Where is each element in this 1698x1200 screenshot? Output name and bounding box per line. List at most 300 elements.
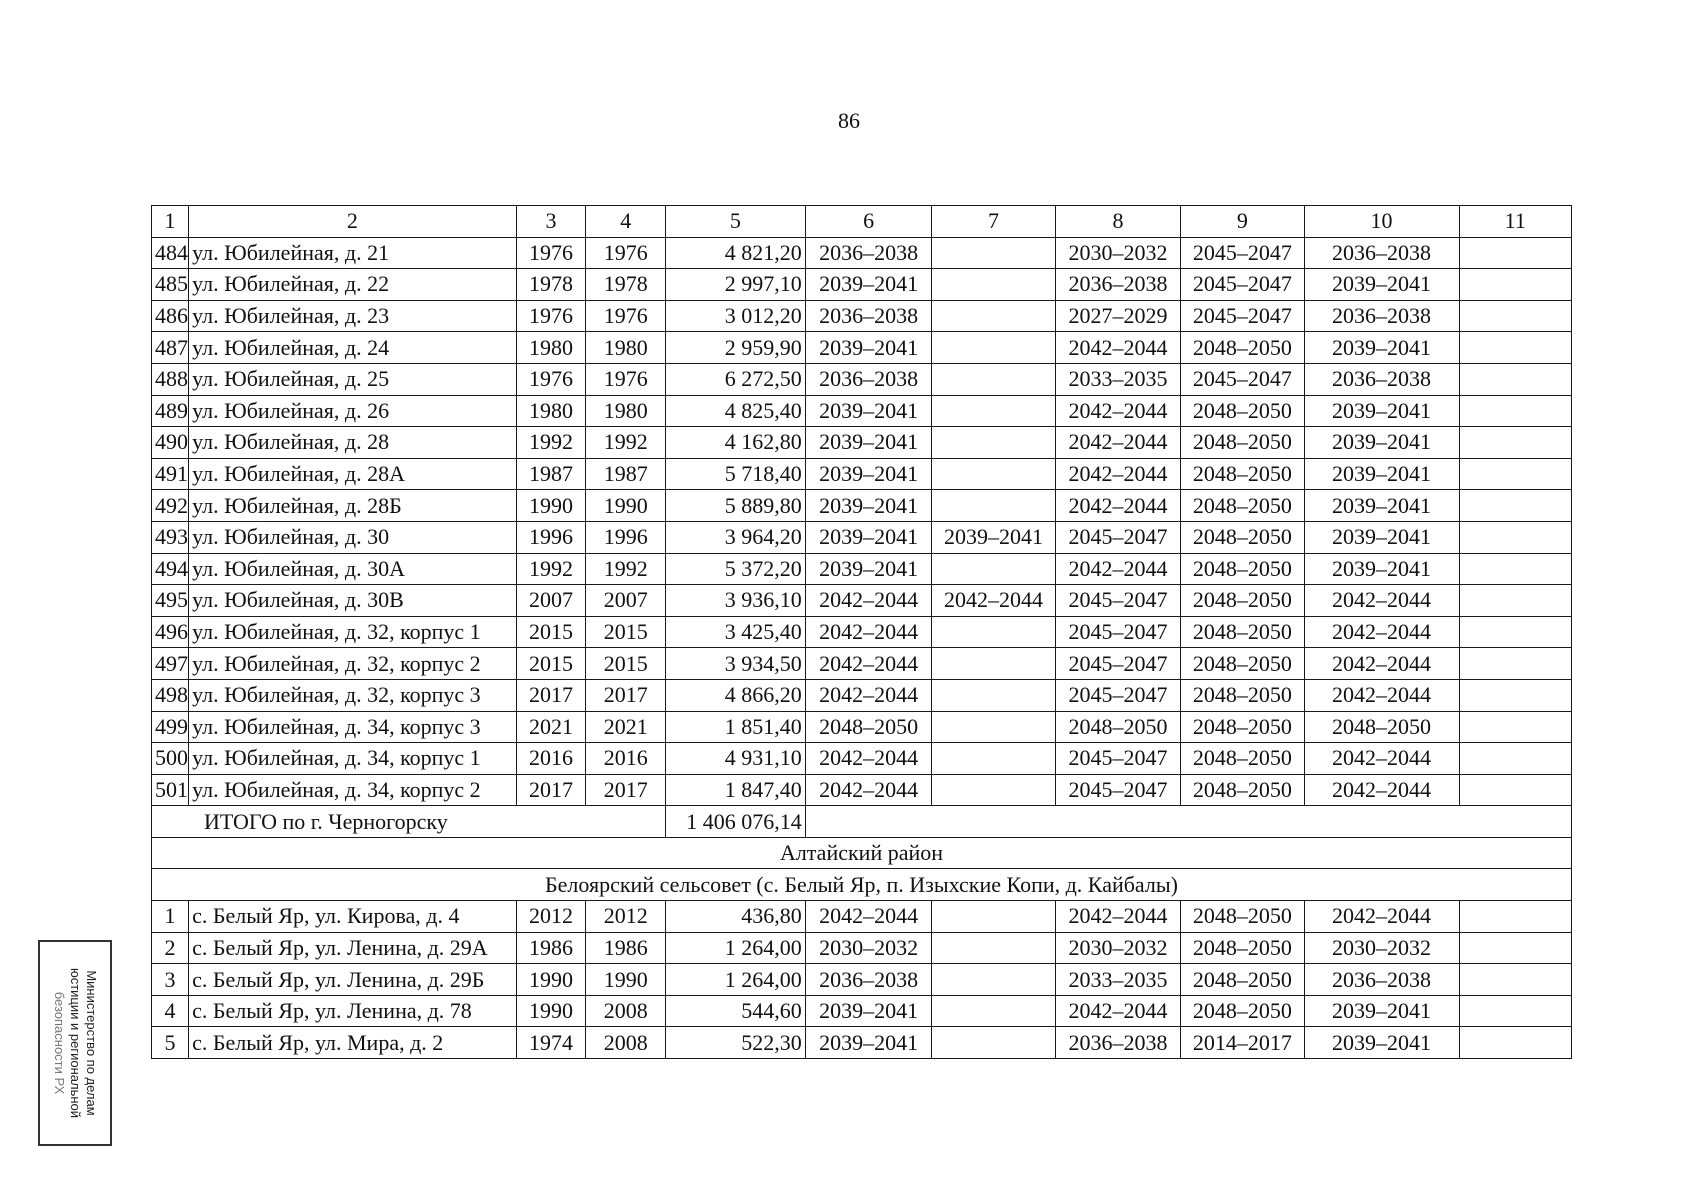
table-cell: 522,30 bbox=[666, 1027, 806, 1059]
table-cell: 2048–2050 bbox=[1181, 395, 1304, 427]
table-cell: 492 bbox=[152, 490, 189, 522]
table-cell bbox=[1459, 458, 1571, 490]
table-cell bbox=[932, 679, 1055, 711]
table-cell: 544,60 bbox=[666, 995, 806, 1027]
table-cell: 2042–2044 bbox=[805, 616, 932, 648]
table-cell: 2039–2041 bbox=[805, 332, 932, 364]
table-cell bbox=[1459, 995, 1571, 1027]
table-cell: 2042–2044 bbox=[1304, 648, 1459, 680]
table-row bbox=[152, 932, 1572, 964]
table-cell: 2017 bbox=[586, 679, 666, 711]
table-cell: 3 934,50 bbox=[666, 648, 806, 680]
table-cell: 1976 bbox=[516, 363, 586, 395]
table-cell: 486 bbox=[152, 300, 189, 332]
table-cell: 2036–2038 bbox=[805, 363, 932, 395]
table-cell: 2048–2050 bbox=[1181, 932, 1304, 964]
table-cell: 1978 bbox=[586, 269, 666, 301]
table-cell: ул. Юбилейная, д. 26 bbox=[189, 395, 516, 427]
table-row bbox=[152, 995, 1572, 1027]
table-cell bbox=[1459, 679, 1571, 711]
table-cell bbox=[1459, 743, 1571, 775]
table-cell: 2042–2044 bbox=[1055, 901, 1181, 933]
table-cell: 2042–2044 bbox=[805, 648, 932, 680]
table-row bbox=[152, 300, 1572, 332]
column-header: 1 bbox=[152, 206, 189, 238]
table-cell: 2048–2050 bbox=[1181, 964, 1304, 996]
district-heading-row bbox=[152, 837, 1572, 869]
table-cell: 2036–2038 bbox=[1304, 300, 1459, 332]
table-row bbox=[152, 774, 1572, 806]
table-cell: 1980 bbox=[516, 395, 586, 427]
table-cell: 2039–2041 bbox=[805, 995, 932, 1027]
table-cell: 2045–2047 bbox=[1055, 679, 1181, 711]
table-cell: ул. Юбилейная, д. 25 bbox=[189, 363, 516, 395]
column-header: 6 bbox=[805, 206, 932, 238]
table-cell: 2036–2038 bbox=[1304, 964, 1459, 996]
table-cell: 490 bbox=[152, 427, 189, 459]
table-cell bbox=[1459, 616, 1571, 648]
table-cell: 2042–2044 bbox=[1055, 553, 1181, 585]
table-cell bbox=[1459, 585, 1571, 617]
table-row bbox=[152, 363, 1572, 395]
table-cell: 496 bbox=[152, 616, 189, 648]
table-cell: 2048–2050 bbox=[1055, 711, 1181, 743]
table-cell: 2042–2044 bbox=[1055, 332, 1181, 364]
table-cell: 2030–2032 bbox=[1304, 932, 1459, 964]
table-cell: 2012 bbox=[586, 901, 666, 933]
table-cell bbox=[932, 1027, 1055, 1059]
table-cell: ул. Юбилейная, д. 21 bbox=[189, 237, 516, 269]
table-cell: 1996 bbox=[516, 521, 586, 553]
table-cell bbox=[932, 490, 1055, 522]
table-cell: 3 936,10 bbox=[666, 585, 806, 617]
table-row bbox=[152, 648, 1572, 680]
table-row bbox=[152, 332, 1572, 364]
table-cell bbox=[1459, 1027, 1571, 1059]
table-cell: 1986 bbox=[586, 932, 666, 964]
district-heading: Алтайский район bbox=[152, 837, 1572, 869]
table-cell bbox=[932, 363, 1055, 395]
table-cell: 1987 bbox=[516, 458, 586, 490]
stamp-line-1: Министерство по делам bbox=[84, 970, 99, 1116]
table-cell: 2036–2038 bbox=[1304, 363, 1459, 395]
table-cell: 2042–2044 bbox=[805, 743, 932, 775]
table-cell: 1 bbox=[152, 901, 189, 933]
column-header: 10 bbox=[1304, 206, 1459, 238]
table-row bbox=[152, 553, 1572, 585]
table-cell: 2036–2038 bbox=[805, 300, 932, 332]
table-cell: 1996 bbox=[586, 521, 666, 553]
table-cell bbox=[1459, 490, 1571, 522]
table-cell: 2016 bbox=[586, 743, 666, 775]
housing-registry-table bbox=[151, 205, 1572, 1059]
table-cell: 1990 bbox=[516, 490, 586, 522]
table-cell: 3 012,20 bbox=[666, 300, 806, 332]
table-cell bbox=[932, 711, 1055, 743]
table-cell: 2036–2038 bbox=[1304, 237, 1459, 269]
table-cell: 487 bbox=[152, 332, 189, 364]
table-cell: 2045–2047 bbox=[1055, 585, 1181, 617]
table-cell: 4 821,20 bbox=[666, 237, 806, 269]
table-cell: 5 372,20 bbox=[666, 553, 806, 585]
table-cell: ул. Юбилейная, д. 28 bbox=[189, 427, 516, 459]
table-cell: 2042–2044 bbox=[1304, 901, 1459, 933]
table-cell: 488 bbox=[152, 363, 189, 395]
table-cell bbox=[932, 995, 1055, 1027]
table-cell: ул. Юбилейная, д. 28А bbox=[189, 458, 516, 490]
table-cell: 2042–2044 bbox=[1304, 774, 1459, 806]
table-cell: 5 718,40 bbox=[666, 458, 806, 490]
table-cell bbox=[1459, 300, 1571, 332]
table-cell: 2048–2050 bbox=[1181, 743, 1304, 775]
table-cell bbox=[1459, 964, 1571, 996]
table-cell: 2027–2029 bbox=[1055, 300, 1181, 332]
table-cell bbox=[1459, 774, 1571, 806]
table-cell bbox=[1459, 363, 1571, 395]
table-cell: 2048–2050 bbox=[1181, 553, 1304, 585]
table-cell: 2008 bbox=[586, 1027, 666, 1059]
column-header: 8 bbox=[1055, 206, 1181, 238]
table-cell: 2039–2041 bbox=[1304, 269, 1459, 301]
table-cell: 2039–2041 bbox=[1304, 458, 1459, 490]
table-cell bbox=[932, 901, 1055, 933]
council-heading-row bbox=[152, 869, 1572, 901]
table-cell: 1976 bbox=[586, 300, 666, 332]
table-cell: 1978 bbox=[516, 269, 586, 301]
table-cell: 2039–2041 bbox=[805, 553, 932, 585]
table-cell: 491 bbox=[152, 458, 189, 490]
column-header: 9 bbox=[1181, 206, 1304, 238]
table-cell: с. Белый Яр, ул. Ленина, д. 29Б bbox=[189, 964, 516, 996]
table-cell: 2045–2047 bbox=[1055, 648, 1181, 680]
stamp-line-3: безопасности РХ bbox=[52, 991, 67, 1095]
table-cell: с. Белый Яр, ул. Ленина, д. 78 bbox=[189, 995, 516, 1027]
table-cell: 1986 bbox=[516, 932, 586, 964]
table-cell bbox=[932, 427, 1055, 459]
table-row bbox=[152, 711, 1572, 743]
table-cell: 1 264,00 bbox=[666, 964, 806, 996]
table-cell: 2045–2047 bbox=[1055, 616, 1181, 648]
table-cell: 1976 bbox=[586, 237, 666, 269]
table-cell: 2039–2041 bbox=[1304, 521, 1459, 553]
table-cell: 2039–2041 bbox=[1304, 332, 1459, 364]
table-cell: 2042–2044 bbox=[1055, 995, 1181, 1027]
table-cell: 2042–2044 bbox=[805, 585, 932, 617]
table-cell: 2 997,10 bbox=[666, 269, 806, 301]
table-cell: 2039–2041 bbox=[805, 521, 932, 553]
table-row bbox=[152, 490, 1572, 522]
column-header: 5 bbox=[666, 206, 806, 238]
table-cell: 2007 bbox=[586, 585, 666, 617]
table-row bbox=[152, 679, 1572, 711]
table-cell: 2021 bbox=[516, 711, 586, 743]
table-cell: 1990 bbox=[586, 964, 666, 996]
table-cell: 2042–2044 bbox=[805, 901, 932, 933]
table-cell: 2042–2044 bbox=[805, 679, 932, 711]
table-cell: 2048–2050 bbox=[1181, 616, 1304, 648]
table-cell: 3 964,20 bbox=[666, 521, 806, 553]
table-cell bbox=[932, 743, 1055, 775]
table-cell: 495 bbox=[152, 585, 189, 617]
table-cell bbox=[932, 458, 1055, 490]
table-cell: 498 bbox=[152, 679, 189, 711]
table-cell: 2012 bbox=[516, 901, 586, 933]
table-cell: 2042–2044 bbox=[1304, 743, 1459, 775]
table-cell: 1976 bbox=[516, 300, 586, 332]
table-row bbox=[152, 901, 1572, 933]
table-cell: 2036–2038 bbox=[1055, 269, 1181, 301]
table-cell: с. Белый Яр, ул. Мира, д. 2 bbox=[189, 1027, 516, 1059]
table-cell: 2042–2044 bbox=[1055, 395, 1181, 427]
table-cell: 494 bbox=[152, 553, 189, 585]
table-cell: 485 bbox=[152, 269, 189, 301]
table-cell: с. Белый Яр, ул. Ленина, д. 29А bbox=[189, 932, 516, 964]
table-cell: 2048–2050 bbox=[1181, 427, 1304, 459]
table-cell: 2039–2041 bbox=[1304, 995, 1459, 1027]
table-cell bbox=[1459, 932, 1571, 964]
column-header: 11 bbox=[1459, 206, 1571, 238]
table-cell: 2048–2050 bbox=[1181, 585, 1304, 617]
table-cell: 1990 bbox=[516, 995, 586, 1027]
total-empty bbox=[805, 806, 1571, 838]
table-cell: 489 bbox=[152, 395, 189, 427]
table-cell: 2007 bbox=[516, 585, 586, 617]
table-cell: 2016 bbox=[516, 743, 586, 775]
table-cell: 2 959,90 bbox=[666, 332, 806, 364]
table-cell: 2039–2041 bbox=[1304, 1027, 1459, 1059]
table-cell: 1 847,40 bbox=[666, 774, 806, 806]
table-cell bbox=[932, 964, 1055, 996]
table-cell bbox=[1459, 648, 1571, 680]
table-cell: 2014–2017 bbox=[1181, 1027, 1304, 1059]
table-cell: 2036–2038 bbox=[1055, 1027, 1181, 1059]
table-cell: 484 bbox=[152, 237, 189, 269]
table-cell: 2048–2050 bbox=[1181, 679, 1304, 711]
table-cell: 4 825,40 bbox=[666, 395, 806, 427]
table-cell: 500 bbox=[152, 743, 189, 775]
table-cell: ул. Юбилейная, д. 30В bbox=[189, 585, 516, 617]
table-cell: 2039–2041 bbox=[805, 458, 932, 490]
table-cell: 2048–2050 bbox=[1181, 648, 1304, 680]
table-row bbox=[152, 616, 1572, 648]
table-cell bbox=[1459, 711, 1571, 743]
table-row bbox=[152, 395, 1572, 427]
table-cell bbox=[932, 269, 1055, 301]
table-cell: 2045–2047 bbox=[1181, 300, 1304, 332]
table-cell: 2048–2050 bbox=[1181, 490, 1304, 522]
total-value: 1 406 076,14 bbox=[666, 806, 806, 838]
table-cell bbox=[932, 300, 1055, 332]
table-cell bbox=[932, 395, 1055, 427]
table-row bbox=[152, 269, 1572, 301]
table-cell: 2042–2044 bbox=[1304, 585, 1459, 617]
table-cell: 1990 bbox=[586, 490, 666, 522]
table-cell: 2039–2041 bbox=[805, 427, 932, 459]
table-cell: 2030–2032 bbox=[1055, 932, 1181, 964]
table-cell: ул. Юбилейная, д. 34, корпус 1 bbox=[189, 743, 516, 775]
table-cell: 2008 bbox=[586, 995, 666, 1027]
table-cell: 3 bbox=[152, 964, 189, 996]
table-cell: 2015 bbox=[516, 616, 586, 648]
table-cell: 2039–2041 bbox=[805, 395, 932, 427]
table-cell: 2045–2047 bbox=[1055, 743, 1181, 775]
table-cell: 1976 bbox=[516, 237, 586, 269]
table-cell bbox=[1459, 427, 1571, 459]
table-cell: 2015 bbox=[586, 648, 666, 680]
table-cell bbox=[1459, 553, 1571, 585]
table-cell: 2039–2041 bbox=[805, 1027, 932, 1059]
table-cell: 2017 bbox=[516, 774, 586, 806]
table-row bbox=[152, 237, 1572, 269]
table-cell: 2042–2044 bbox=[1055, 458, 1181, 490]
column-header: 7 bbox=[932, 206, 1055, 238]
table-row bbox=[152, 585, 1572, 617]
table-cell: 2045–2047 bbox=[1181, 269, 1304, 301]
total-label: ИТОГО по г. Черногорску bbox=[152, 806, 666, 838]
header-row bbox=[152, 206, 1572, 238]
table-cell: 493 bbox=[152, 521, 189, 553]
table-cell bbox=[932, 648, 1055, 680]
registration-stamp bbox=[38, 940, 112, 1146]
table-cell: 3 425,40 bbox=[666, 616, 806, 648]
table-cell: 2042–2044 bbox=[805, 774, 932, 806]
table-cell: 2033–2035 bbox=[1055, 363, 1181, 395]
table-cell bbox=[1459, 332, 1571, 364]
table-cell: 2017 bbox=[586, 774, 666, 806]
table-cell: 2048–2050 bbox=[1181, 332, 1304, 364]
table-cell: 1992 bbox=[516, 553, 586, 585]
table-cell: 2036–2038 bbox=[805, 237, 932, 269]
table-cell: 1987 bbox=[586, 458, 666, 490]
table-cell: 2042–2044 bbox=[932, 585, 1055, 617]
table-cell: 1974 bbox=[516, 1027, 586, 1059]
page-number: 86 bbox=[838, 108, 860, 133]
table-cell: 2030–2032 bbox=[805, 932, 932, 964]
table-cell: 2042–2044 bbox=[1055, 427, 1181, 459]
table-cell: ул. Юбилейная, д. 32, корпус 1 bbox=[189, 616, 516, 648]
table-cell: 1992 bbox=[516, 427, 586, 459]
table-cell: 5 889,80 bbox=[666, 490, 806, 522]
table-cell bbox=[932, 616, 1055, 648]
table-cell: 2048–2050 bbox=[805, 711, 932, 743]
table-cell: 4 162,80 bbox=[666, 427, 806, 459]
table-cell: 2036–2038 bbox=[805, 964, 932, 996]
table-cell: 2039–2041 bbox=[1304, 395, 1459, 427]
table-cell: 2039–2041 bbox=[932, 521, 1055, 553]
table-cell: 2 bbox=[152, 932, 189, 964]
table-row bbox=[152, 743, 1572, 775]
table-cell: ул. Юбилейная, д. 28Б bbox=[189, 490, 516, 522]
table-cell bbox=[932, 237, 1055, 269]
table-cell: 2017 bbox=[516, 679, 586, 711]
table-cell: 2045–2047 bbox=[1181, 363, 1304, 395]
table-cell: ул. Юбилейная, д. 23 bbox=[189, 300, 516, 332]
table-cell: ул. Юбилейная, д. 30 bbox=[189, 521, 516, 553]
table-cell: 2042–2044 bbox=[1304, 616, 1459, 648]
table-row bbox=[152, 458, 1572, 490]
table-row bbox=[152, 427, 1572, 459]
table-cell: 2042–2044 bbox=[1055, 490, 1181, 522]
table-cell: 2039–2041 bbox=[1304, 427, 1459, 459]
table-cell bbox=[932, 553, 1055, 585]
table-row bbox=[152, 964, 1572, 996]
table-cell bbox=[1459, 395, 1571, 427]
table-cell: 2039–2041 bbox=[1304, 553, 1459, 585]
table-cell bbox=[932, 332, 1055, 364]
table-cell: 2015 bbox=[516, 648, 586, 680]
table-cell: 1980 bbox=[586, 395, 666, 427]
table-cell: 2039–2041 bbox=[1304, 490, 1459, 522]
table-cell: ул. Юбилейная, д. 32, корпус 3 bbox=[189, 679, 516, 711]
table-cell: 1992 bbox=[586, 553, 666, 585]
table-cell: 4 bbox=[152, 995, 189, 1027]
table-cell: 2021 bbox=[586, 711, 666, 743]
total-row bbox=[152, 806, 1572, 838]
column-header: 2 bbox=[189, 206, 516, 238]
table-cell: ул. Юбилейная, д. 30А bbox=[189, 553, 516, 585]
table-cell: 5 bbox=[152, 1027, 189, 1059]
table-cell: 501 bbox=[152, 774, 189, 806]
table-cell: 2039–2041 bbox=[805, 490, 932, 522]
table-cell: 6 272,50 bbox=[666, 363, 806, 395]
table-cell: 499 bbox=[152, 711, 189, 743]
council-heading: Белоярский сельсовет (с. Белый Яр, п. Изыхские Копи, д. Кайбалы) bbox=[152, 869, 1572, 901]
table-cell bbox=[1459, 521, 1571, 553]
table-cell: 2048–2050 bbox=[1181, 774, 1304, 806]
table-cell bbox=[1459, 901, 1571, 933]
table-cell: 4 866,20 bbox=[666, 679, 806, 711]
table-cell: 2048–2050 bbox=[1181, 711, 1304, 743]
table-cell bbox=[932, 774, 1055, 806]
column-header: 3 bbox=[516, 206, 586, 238]
column-header: 4 bbox=[586, 206, 666, 238]
table-cell bbox=[1459, 237, 1571, 269]
table-cell: ул. Юбилейная, д. 34, корпус 3 bbox=[189, 711, 516, 743]
table-cell: 2048–2050 bbox=[1181, 458, 1304, 490]
table-cell: ул. Юбилейная, д. 24 bbox=[189, 332, 516, 364]
stamp-line-2: юстиции и региональной bbox=[68, 967, 83, 1119]
table-cell: 2039–2041 bbox=[805, 269, 932, 301]
table-row bbox=[152, 1027, 1572, 1059]
table-cell: 2033–2035 bbox=[1055, 964, 1181, 996]
table-cell: 2045–2047 bbox=[1055, 521, 1181, 553]
table-cell bbox=[932, 932, 1055, 964]
table-row bbox=[152, 521, 1572, 553]
table-cell: 1 264,00 bbox=[666, 932, 806, 964]
table-cell: 2030–2032 bbox=[1055, 237, 1181, 269]
table-cell: ул. Юбилейная, д. 32, корпус 2 bbox=[189, 648, 516, 680]
table-cell: 2045–2047 bbox=[1181, 237, 1304, 269]
table-cell: 2048–2050 bbox=[1181, 901, 1304, 933]
table-cell: 2048–2050 bbox=[1181, 995, 1304, 1027]
table-cell: 1 851,40 bbox=[666, 711, 806, 743]
table-cell: 1980 bbox=[516, 332, 586, 364]
table-cell bbox=[1459, 269, 1571, 301]
table-cell: 436,80 bbox=[666, 901, 806, 933]
table-cell: с. Белый Яр, ул. Кирова, д. 4 bbox=[189, 901, 516, 933]
table-cell: 4 931,10 bbox=[666, 743, 806, 775]
table-cell: 2045–2047 bbox=[1055, 774, 1181, 806]
table-cell: ул. Юбилейная, д. 34, корпус 2 bbox=[189, 774, 516, 806]
table-cell: 2042–2044 bbox=[1304, 679, 1459, 711]
table-cell: ул. Юбилейная, д. 22 bbox=[189, 269, 516, 301]
table-cell: 497 bbox=[152, 648, 189, 680]
table-cell: 1980 bbox=[586, 332, 666, 364]
table-cell: 1976 bbox=[586, 363, 666, 395]
table-cell: 2048–2050 bbox=[1181, 521, 1304, 553]
table-cell: 2048–2050 bbox=[1304, 711, 1459, 743]
table-cell: 1990 bbox=[516, 964, 586, 996]
